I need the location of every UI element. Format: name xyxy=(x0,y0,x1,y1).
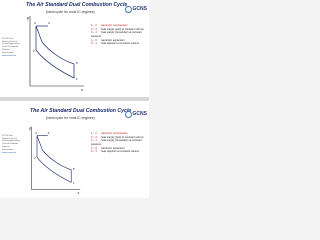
sidebar-text: SCOS Olen Newnes Lecture for the Engineering Council Graduate Diploma Examination xyxy=(2,38,20,54)
slide-title: The Air Standard Dual Combustion Cycle xyxy=(26,2,128,8)
state-2-label: 2 xyxy=(33,49,35,53)
legend-key: 3 – 4 xyxy=(91,31,97,35)
pressure-label: pressure xyxy=(91,143,102,147)
legend-row xyxy=(91,42,147,45)
cycle-path xyxy=(37,136,71,183)
p-axis-label: p xyxy=(27,15,30,20)
legend-key: 1 – 2 xyxy=(91,132,97,135)
state-2-label: 2 xyxy=(34,157,36,160)
legend-value: heat supply (remainder) at constant xyxy=(101,31,142,35)
legend-row xyxy=(91,150,147,153)
slide-2 xyxy=(0,101,149,198)
legend-key: 2 – 3 xyxy=(91,27,97,31)
legend-value: isentropic compression xyxy=(101,132,128,135)
legend-value: isentropic expansion xyxy=(101,38,125,42)
logo xyxy=(125,2,147,16)
pressure-label: pressure xyxy=(91,35,102,39)
legend-key: 3 – 4 xyxy=(91,139,97,143)
cycle-path xyxy=(36,26,74,78)
sidebar-text: SCOS Olen Newnes Lecture for the Engineering Council Graduate Diploma Examination xyxy=(2,135,20,151)
legend-key: 4 – 5 xyxy=(91,38,97,42)
state-4-label: 4 xyxy=(48,21,50,25)
state-5-label: 5 xyxy=(73,167,75,171)
legend-value: heat supply (remainder) at constant xyxy=(101,139,142,143)
legend-key: 5 – 1 xyxy=(91,150,97,154)
state-1-label: 1 xyxy=(76,77,78,81)
sidebar-note xyxy=(2,38,20,58)
legend-value: isentropic compression xyxy=(101,24,128,27)
logo-text: GCNS xyxy=(132,111,147,117)
logo-text: GCNS xyxy=(132,6,147,12)
legend-row xyxy=(91,139,147,142)
v-axis-label: v xyxy=(77,191,80,195)
legend-key: 4 – 5 xyxy=(91,146,97,150)
slide-subtitle: (Ideal cycle for most IC engines) xyxy=(46,10,95,14)
legend-value: isentropic expansion xyxy=(101,146,125,150)
v-axis-label: v xyxy=(81,87,83,92)
pv-diagram xyxy=(26,12,86,92)
legend-key: 1 – 2 xyxy=(91,24,97,27)
slide-title: The Air Standard Dual Combustion Cycle xyxy=(30,108,132,114)
logo-icon xyxy=(125,111,132,118)
legend-key: 2 – 3 xyxy=(91,135,97,139)
legend-row xyxy=(91,24,147,27)
legend-value: heat supply (part) at constant volume xyxy=(101,135,144,139)
legend-value: heat rejection at constant volume xyxy=(101,42,140,46)
state-1-label: 1 xyxy=(73,182,75,186)
legend-key: 5 – 1 xyxy=(91,42,97,46)
sidebar-note xyxy=(2,135,20,155)
slide-1 xyxy=(0,0,149,97)
pv-diagram xyxy=(26,123,84,195)
state-4-label: 4 xyxy=(47,131,50,135)
state-3-label: 3 xyxy=(34,21,36,25)
sidebar-link[interactable]: www.scosoc.eit xyxy=(2,55,17,58)
legend-row xyxy=(91,132,147,135)
logo xyxy=(125,107,147,121)
legend-row xyxy=(91,31,147,34)
state-5-label: 5 xyxy=(76,61,78,65)
state-3-label: 3 xyxy=(35,131,37,135)
p-axis-label: p xyxy=(28,126,31,131)
sidebar-link[interactable]: www.scosoc.eit xyxy=(2,152,17,155)
process-legend xyxy=(91,24,147,46)
process-legend xyxy=(91,132,147,154)
legend-value: heat supply (part) at constant volume xyxy=(101,27,144,31)
logo-icon xyxy=(125,6,132,13)
slide-subtitle: (Ideal cycle for most IC engines) xyxy=(46,116,95,120)
legend-value: heat rejection at constant volume xyxy=(101,150,140,154)
